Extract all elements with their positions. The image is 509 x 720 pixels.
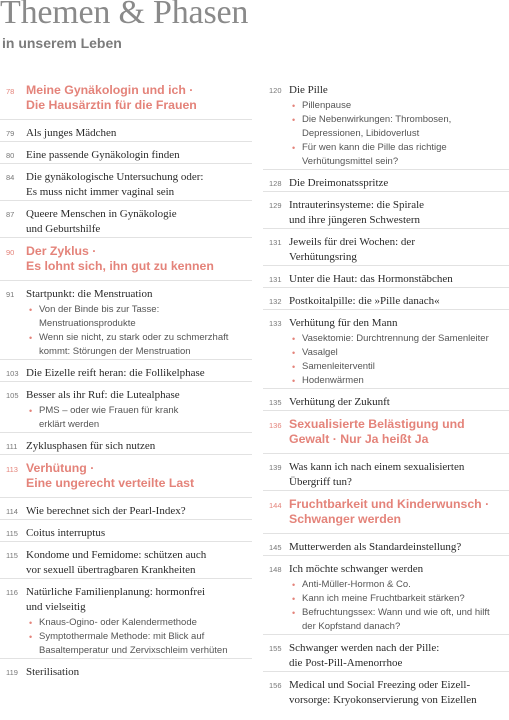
toc-entry — [263, 533, 509, 555]
toc-subentry-text: Für wen kann die Pille das richtige Verhütungsmittel sein? — [302, 142, 447, 167]
toc-page-number: 113 — [6, 465, 18, 474]
toc-page-number: 119 — [6, 668, 18, 677]
toc-page-number: 79 — [6, 129, 15, 138]
toc-subentry — [289, 592, 509, 606]
toc-page-number: 145 — [269, 543, 282, 552]
toc-column-right — [263, 83, 509, 708]
toc-entry-title: Jeweils für drei Wochen: der Verhütungsring — [289, 236, 415, 263]
toc-subentry-list — [26, 616, 252, 658]
toc-entry-title: Verhütung für den Mann — [289, 317, 398, 329]
toc-subentry-list — [289, 99, 509, 169]
toc-section-title: Sexualisierte Belästigung und Gewalt · Nur Ja heißt Ja — [289, 417, 465, 446]
toc-section — [263, 410, 509, 453]
toc-page-number: 80 — [6, 151, 15, 160]
toc-entry-title: Coitus interruptus — [26, 527, 106, 539]
toc-page-number: 155 — [269, 644, 282, 653]
toc-entry-title: Zyklusphasen für sich nutzen — [26, 440, 156, 452]
toc-section-title: Fruchtbarkeit und Kinderwunsch · Schwanger werden — [289, 497, 490, 526]
toc-page-number: 87 — [6, 210, 15, 219]
toc-page-number: 90 — [6, 248, 15, 257]
toc-subentry — [289, 332, 509, 346]
toc-page-number: 132 — [269, 297, 282, 306]
bullet-icon: • — [292, 594, 296, 604]
toc-subentry-list — [26, 404, 252, 432]
toc-page-number: 78 — [6, 87, 15, 96]
toc-entry-title: Postkoitalpille: die »Pille danach« — [289, 295, 440, 307]
toc-entry — [263, 191, 509, 228]
toc-entry — [0, 519, 252, 541]
toc-subentry — [26, 616, 252, 630]
toc-entry — [0, 359, 252, 381]
toc-entry — [263, 671, 509, 708]
toc-page-number: 105 — [6, 391, 19, 400]
toc-section-title: Der Zyklus · Es lohnt sich, ihn gut zu kennen — [26, 244, 214, 273]
toc-page-number: 136 — [269, 421, 282, 430]
toc-entry — [0, 163, 252, 200]
toc-entry-title: Verhütung der Zukunft — [289, 396, 390, 408]
toc-entry-title: Unter die Haut: das Hormonstäbchen — [289, 273, 453, 285]
toc-entry — [263, 287, 509, 309]
toc-entry — [263, 309, 509, 388]
toc-entry — [0, 432, 252, 454]
bullet-icon: • — [29, 632, 33, 642]
bullet-icon: • — [292, 101, 296, 111]
toc-entry-title: Schwanger werden nach der Pille: die Post-Pill-Amenorrhoe — [289, 642, 440, 669]
toc-subentry-list — [26, 303, 252, 359]
toc-section — [0, 237, 252, 280]
toc-subentry-text: Symptothermale Methode: mit Blick auf Basaltemperatur und Zervixschleim verhüten — [39, 631, 228, 656]
toc-section — [263, 490, 509, 533]
toc-entry — [263, 83, 509, 169]
toc-page-number: 128 — [269, 179, 282, 188]
toc-subentry — [26, 303, 252, 331]
bullet-icon: • — [292, 115, 296, 125]
toc-page-number: 114 — [6, 507, 18, 516]
page-subtitle: in unserem Leben — [2, 35, 122, 51]
toc-page-number: 156 — [269, 681, 282, 690]
toc-entry — [263, 453, 509, 490]
toc-subentry-text: Vasektomie: Durchtrennung der Samenleiter — [302, 333, 489, 344]
bullet-icon: • — [29, 618, 33, 628]
toc-entry-title: Medical und Social Freezing oder Eizell- vorsorge: Kryokonservierung von Eizellen — [289, 679, 477, 706]
toc-entry — [0, 381, 252, 432]
toc-page-number: 133 — [269, 319, 282, 328]
toc-page-number: 103 — [6, 369, 19, 378]
toc-subentry-text: Pillenpause — [302, 100, 352, 111]
toc-entry-title: Queere Menschen in Gynäkologie und Geburtshilfe — [26, 208, 177, 235]
toc-page-number: 116 — [6, 588, 18, 597]
toc-subentry-text: PMS – oder wie Frauen für krank erklärt werden — [39, 405, 179, 430]
toc-subentry — [289, 360, 509, 374]
toc-entry-title: Intrauterinsysteme: die Spirale und ihre jüngeren Schwestern — [289, 199, 425, 226]
toc-entry-title: Die Eizelle reift heran: die Follikelphase — [26, 367, 205, 379]
toc-entry — [263, 634, 509, 671]
bullet-icon: • — [292, 143, 296, 153]
toc-subentry-list — [289, 578, 509, 634]
toc-entry-title: Mutterwerden als Standardeinstellung? — [289, 541, 462, 553]
toc-page-number: 139 — [269, 463, 282, 472]
toc-entry-title: Ich möchte schwanger werden — [289, 563, 424, 575]
toc-entry — [0, 119, 252, 141]
toc-column-left — [0, 83, 252, 680]
toc-page-number: 148 — [269, 565, 282, 574]
toc-entry-title: Die Dreimonatsspritze — [289, 177, 389, 189]
toc-page-number: 111 — [6, 442, 18, 451]
toc-section-title: Meine Gynäkologin und ich · Die Hausärztin für die Frauen — [26, 83, 197, 112]
toc-entry — [0, 541, 252, 578]
toc-subentry-text: Anti-Müller-Hormon & Co. — [302, 579, 411, 590]
toc-entry-title: Eine passende Gynäkologin finden — [26, 149, 180, 161]
toc-entry — [0, 658, 252, 680]
toc-entry-title: Kondome und Femidome: schützen auch vor sexuell übertragbaren Krankheiten — [26, 549, 207, 576]
toc-entry — [263, 265, 509, 287]
toc-page-number: 84 — [6, 173, 15, 182]
toc-subentry-text: Kann ich meine Fruchtbarkeit stärken? — [302, 593, 465, 604]
toc-subentry-text: Von der Binde bis zur Tasse: Menstruationsprodukte — [39, 304, 160, 329]
toc-page-number: 115 — [6, 529, 18, 538]
bullet-icon: • — [292, 580, 296, 590]
toc-subentry — [289, 606, 509, 634]
toc-subentry-text: Befruchtungssex: Wann und wie oft, und hilft der Kopfstand danach? — [302, 607, 490, 632]
toc-page-number: 91 — [6, 290, 15, 299]
bullet-icon: • — [292, 608, 296, 618]
toc-page-number: 144 — [269, 501, 282, 510]
toc-subentry — [289, 113, 509, 141]
toc-subentry — [289, 374, 509, 388]
toc-subentry-text: Hodenwärmen — [302, 375, 364, 386]
bullet-icon: • — [292, 376, 296, 386]
toc-subentry — [26, 331, 252, 359]
toc-page-number: 135 — [269, 398, 282, 407]
toc-section — [0, 454, 252, 497]
toc-entry — [263, 388, 509, 410]
toc-entry — [0, 578, 252, 658]
toc-page-number: 120 — [269, 86, 282, 95]
toc-subentry — [289, 141, 509, 169]
toc-entry — [263, 169, 509, 191]
toc-subentry — [289, 578, 509, 592]
toc-subentry-text: Knaus-Ogino- oder Kalendermethode — [39, 617, 197, 628]
toc-entry — [263, 228, 509, 265]
toc-subentry-list — [289, 332, 509, 388]
toc-entry — [0, 141, 252, 163]
page-title: Themen & Phasen — [0, 0, 249, 31]
toc-entry — [0, 497, 252, 519]
toc-subentry — [26, 630, 252, 658]
toc-subentry-text: Samenleiterventil — [302, 361, 375, 372]
toc-page-number: 129 — [269, 201, 282, 210]
toc-subentry — [289, 99, 509, 113]
bullet-icon: • — [292, 348, 296, 358]
toc-section — [0, 83, 252, 119]
toc-page-number: 115 — [6, 551, 18, 560]
toc-subentry-text: Vasalgel — [302, 347, 338, 358]
bullet-icon: • — [29, 333, 33, 343]
toc-entry-title: Wie berechnet sich der Pearl-Index? — [26, 505, 186, 517]
toc-entry-title: Die Pille — [289, 84, 328, 96]
toc-subentry-text: Die Nebenwirkungen: Thrombosen, Depressionen, Libidoverlust — [302, 114, 452, 139]
bullet-icon: • — [29, 406, 33, 416]
bullet-icon: • — [29, 305, 33, 315]
toc-entry-title: Startpunkt: die Menstruation — [26, 288, 153, 300]
toc-section-title: Verhütung · Eine ungerecht verteilte Last — [26, 461, 195, 490]
toc-entry — [0, 200, 252, 237]
toc-subentry — [289, 346, 509, 360]
toc-entry-title: Als junges Mädchen — [26, 127, 117, 139]
toc-entry-title: Was kann ich nach einem sexualisierten Übergriff tun? — [289, 461, 465, 488]
toc-entry — [0, 280, 252, 359]
toc-entry-title: Sterilisation — [26, 666, 80, 678]
bullet-icon: • — [292, 362, 296, 372]
toc-page-number: 131 — [269, 275, 282, 284]
toc-entry-title: Natürliche Familienplanung: hormonfrei und vielseitig — [26, 586, 206, 613]
toc-page-number: 131 — [269, 238, 282, 247]
bullet-icon: • — [292, 334, 296, 344]
toc-entry-title: Besser als ihr Ruf: die Lutealphase — [26, 389, 180, 401]
toc-subentry-text: Wenn sie nicht, zu stark oder zu schmerzhaft kommt: Störungen der Menstruation — [39, 332, 229, 357]
toc-subentry — [26, 404, 252, 432]
toc-entry — [263, 555, 509, 634]
toc-entry-title: Die gynäkologische Untersuchung oder: Es muss nicht immer vaginal sein — [26, 171, 204, 198]
